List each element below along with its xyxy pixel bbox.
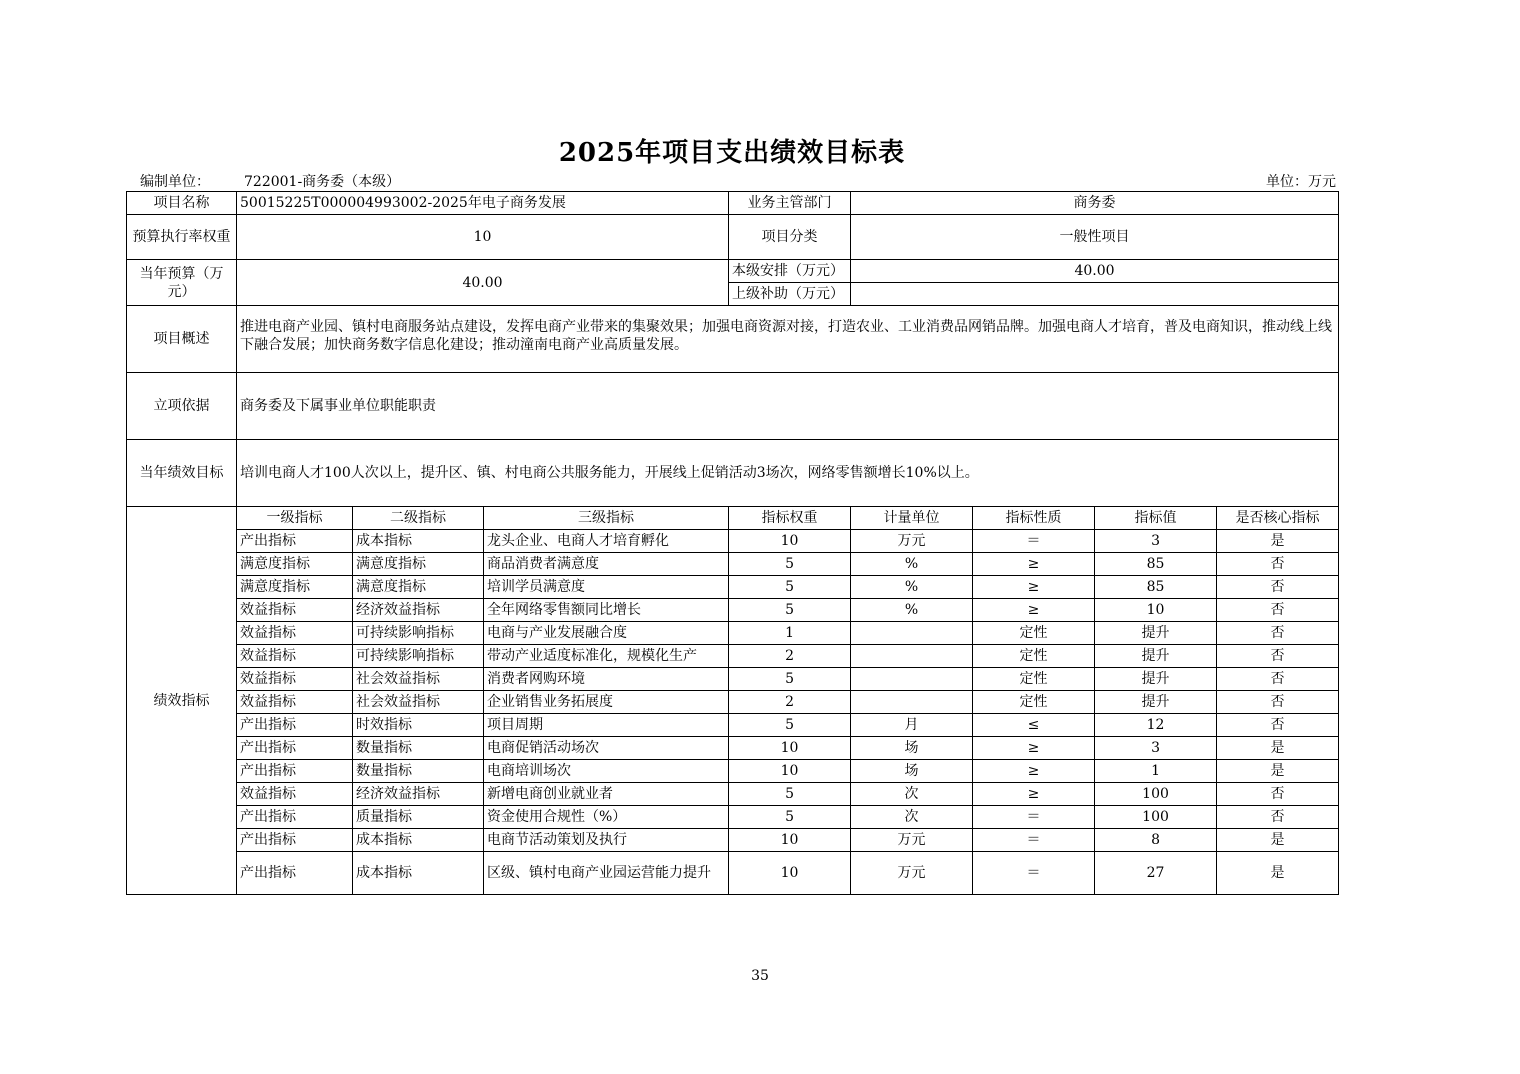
indicator-cell: 全年网络零售额同比增长	[484, 599, 729, 622]
indicator-row	[127, 852, 1339, 895]
indicator-cell: 否	[1217, 668, 1339, 691]
indicator-header: 计量单位	[851, 507, 973, 530]
goal-value: 培训电商人才100人次以上，提升区、镇、村电商公共服务能力，开展线上促销活动3场次，网络零售额增长10%以上。	[237, 440, 1339, 507]
compiling-unit-value: 722001-商务委（本级）	[244, 174, 401, 190]
indicator-cell: 3	[1095, 530, 1217, 553]
indicator-cell: 是	[1217, 760, 1339, 783]
indicator-cell: 次	[851, 783, 973, 806]
indicator-cell: 满意度指标	[353, 553, 484, 576]
local-label: 本级安排（万元）	[729, 260, 851, 283]
overview-value: 推进电商产业园、镇村电商服务站点建设，发挥电商产业带来的集聚效果；加强电商资源对接，打造农业、工业消费品网销品牌。加强电商人才培育，普及电商知识，推动线上线下融合发展；加快商务数字信息化建设；推动潼南电商产业高质量发展。	[237, 306, 1339, 373]
indicator-cell	[851, 622, 973, 645]
indicator-cell: 5	[729, 783, 851, 806]
indicator-header: 指标权重	[729, 507, 851, 530]
indicator-cell: 质量指标	[353, 806, 484, 829]
indicator-cell: 2	[729, 645, 851, 668]
indicator-cell: 电商与产业发展融合度	[484, 622, 729, 645]
indicator-cell: 否	[1217, 783, 1339, 806]
indicator-cell	[851, 691, 973, 714]
indicator-cell: 10	[729, 530, 851, 553]
indicator-cell: 5	[729, 599, 851, 622]
indicator-cell: ＝	[973, 530, 1095, 553]
indicator-cell: ≥	[973, 737, 1095, 760]
superior-label: 上级补助（万元）	[729, 283, 851, 306]
indicator-cell: 成本指标	[353, 530, 484, 553]
indicator-cell: 否	[1217, 553, 1339, 576]
indicator-cell: 区级、镇村电商产业园运营能力提升	[484, 852, 729, 895]
goal-label: 当年绩效目标	[127, 440, 237, 507]
indicator-cell	[851, 645, 973, 668]
indicator-cell: 龙头企业、电商人才培育孵化	[484, 530, 729, 553]
indicator-cell: 效益指标	[237, 783, 353, 806]
weight-value: 10	[237, 215, 729, 260]
indicator-cell: 万元	[851, 852, 973, 895]
indicator-cell	[851, 668, 973, 691]
local-value: 40.00	[851, 260, 1339, 283]
indicator-cell: 否	[1217, 645, 1339, 668]
indicator-cell: 10	[729, 737, 851, 760]
indicator-cell: %	[851, 576, 973, 599]
indicator-cell: ＝	[973, 806, 1095, 829]
indicator-cell: 提升	[1095, 691, 1217, 714]
indicator-cell: 产出指标	[237, 530, 353, 553]
project-name-label: 项目名称	[127, 192, 237, 215]
indicator-cell: 产出指标	[237, 760, 353, 783]
indicator-cell: 提升	[1095, 645, 1217, 668]
indicator-cell: 5	[729, 553, 851, 576]
indicator-row	[127, 714, 1339, 737]
indicator-cell: 满意度指标	[237, 576, 353, 599]
indicator-cell: 产出指标	[237, 737, 353, 760]
indicator-cell: ≥	[973, 599, 1095, 622]
indicator-cell: 否	[1217, 691, 1339, 714]
category-label: 项目分类	[729, 215, 851, 260]
indicator-cell: ≤	[973, 714, 1095, 737]
indicator-cell: 数量指标	[353, 760, 484, 783]
performance-table	[126, 191, 1339, 895]
indicator-cell: 1	[729, 622, 851, 645]
indicator-cell: ≥	[973, 553, 1095, 576]
indicator-cell: ≥	[973, 760, 1095, 783]
indicator-cell: 资金使用合规性（%）	[484, 806, 729, 829]
compiling-unit-label: 编制单位：	[140, 174, 210, 190]
indicator-cell: 产出指标	[237, 806, 353, 829]
indicator-header: 是否核心指标	[1217, 507, 1339, 530]
indicator-row	[127, 806, 1339, 829]
indicator-header: 指标值	[1095, 507, 1217, 530]
budget-value: 40.00	[237, 260, 729, 306]
indicator-cell: 满意度指标	[353, 576, 484, 599]
indicator-cell: 社会效益指标	[353, 691, 484, 714]
indicator-cell: 是	[1217, 829, 1339, 852]
indicator-cell: 定性	[973, 645, 1095, 668]
indicator-cell: 电商节活动策划及执行	[484, 829, 729, 852]
indicator-row	[127, 576, 1339, 599]
indicator-header: 三级指标	[484, 507, 729, 530]
indicator-cell: 培训学员满意度	[484, 576, 729, 599]
indicator-cell: 提升	[1095, 622, 1217, 645]
indicator-cell: 5	[729, 576, 851, 599]
indicator-cell: ≥	[973, 576, 1095, 599]
indicator-cell: 项目周期	[484, 714, 729, 737]
indicator-cell: 否	[1217, 714, 1339, 737]
indicator-cell: 月	[851, 714, 973, 737]
indicator-row	[127, 622, 1339, 645]
indicator-cell: 成本指标	[353, 852, 484, 895]
indicator-cell: 否	[1217, 622, 1339, 645]
indicator-cell: 产出指标	[237, 852, 353, 895]
indicator-cell: 场	[851, 737, 973, 760]
currency-unit: 单位：万元	[1266, 174, 1336, 190]
indicator-cell: 1	[1095, 760, 1217, 783]
indicator-cell: 100	[1095, 783, 1217, 806]
indicator-row	[127, 599, 1339, 622]
indicator-row	[127, 553, 1339, 576]
indicator-cell: 产出指标	[237, 714, 353, 737]
overview-label: 项目概述	[127, 306, 237, 373]
indicator-cell: 85	[1095, 553, 1217, 576]
indicator-cell: 产出指标	[237, 829, 353, 852]
indicator-cell: 可持续影响指标	[353, 645, 484, 668]
indicator-cell: 企业销售业务拓展度	[484, 691, 729, 714]
indicator-cell: 经济效益指标	[353, 599, 484, 622]
indicator-cell: 效益指标	[237, 668, 353, 691]
indicator-cell: 效益指标	[237, 691, 353, 714]
indicator-cell: 成本指标	[353, 829, 484, 852]
indicator-cell: %	[851, 599, 973, 622]
indicator-cell: 2	[729, 691, 851, 714]
indicator-cell: 效益指标	[237, 622, 353, 645]
indicator-cell: 定性	[973, 622, 1095, 645]
indicator-cell: 新增电商创业就业者	[484, 783, 729, 806]
indicator-cell: 是	[1217, 530, 1339, 553]
indicator-row	[127, 530, 1339, 553]
indicator-cell: 效益指标	[237, 645, 353, 668]
indicator-row	[127, 691, 1339, 714]
budget-label: 当年预算（万元）	[127, 260, 237, 306]
page-number: 35	[751, 968, 769, 984]
indicator-cell: 电商培训场次	[484, 760, 729, 783]
indicator-cell: 商品消费者满意度	[484, 553, 729, 576]
dept-label: 业务主管部门	[729, 192, 851, 215]
indicator-row	[127, 760, 1339, 783]
page-title: 2025年项目支出绩效目标表	[558, 138, 906, 168]
indicator-row	[127, 737, 1339, 760]
indicator-cell: 经济效益指标	[353, 783, 484, 806]
indicator-cell: 85	[1095, 576, 1217, 599]
weight-label: 预算执行率权重	[127, 215, 237, 260]
indicator-cell: 5	[729, 714, 851, 737]
indicator-header: 二级指标	[353, 507, 484, 530]
indicator-cell: 10	[729, 852, 851, 895]
indicator-cell: %	[851, 553, 973, 576]
indicator-cell: 数量指标	[353, 737, 484, 760]
category-value: 一般性项目	[851, 215, 1339, 260]
basis-value: 商务委及下属事业单位职能职责	[237, 373, 1339, 440]
indicator-cell: 否	[1217, 806, 1339, 829]
indicator-cell: 8	[1095, 829, 1217, 852]
indicator-cell: 5	[729, 806, 851, 829]
indicator-cell: 带动产业适度标准化，规模化生产	[484, 645, 729, 668]
compiling-unit	[140, 171, 400, 191]
indicator-cell: 时效指标	[353, 714, 484, 737]
indicator-cell: 100	[1095, 806, 1217, 829]
basis-label: 立项依据	[127, 373, 237, 440]
indicator-cell: 是	[1217, 852, 1339, 895]
indicator-header: 指标性质	[973, 507, 1095, 530]
indicator-cell: 可持续影响指标	[353, 622, 484, 645]
indicator-cell: 是	[1217, 737, 1339, 760]
indicator-cell: 定性	[973, 668, 1095, 691]
indicator-cell: 5	[729, 668, 851, 691]
indicator-cell: 效益指标	[237, 599, 353, 622]
indicator-cell: 提升	[1095, 668, 1217, 691]
indicator-cell: 电商促销活动场次	[484, 737, 729, 760]
indicator-cell: 定性	[973, 691, 1095, 714]
dept-value: 商务委	[851, 192, 1339, 215]
indicator-cell: 10	[729, 760, 851, 783]
indicator-row	[127, 783, 1339, 806]
indicator-header: 一级指标	[237, 507, 353, 530]
indicator-cell: 场	[851, 760, 973, 783]
indicator-cell: 次	[851, 806, 973, 829]
indicators-section-label: 绩效指标	[127, 507, 237, 895]
indicator-cell: 消费者网购环境	[484, 668, 729, 691]
indicator-cell: 10	[729, 829, 851, 852]
indicator-row	[127, 829, 1339, 852]
indicator-cell: 万元	[851, 829, 973, 852]
indicator-cell: 否	[1217, 599, 1339, 622]
indicator-cell: ≥	[973, 783, 1095, 806]
superior-value	[851, 283, 1339, 306]
indicator-cell: 12	[1095, 714, 1217, 737]
indicator-row	[127, 645, 1339, 668]
project-name-value: 50015225T000004993002-2025年电子商务发展	[237, 192, 729, 215]
indicator-row	[127, 668, 1339, 691]
indicator-cell: ＝	[973, 852, 1095, 895]
indicator-cell: 万元	[851, 530, 973, 553]
indicator-cell: 3	[1095, 737, 1217, 760]
indicator-cell: 否	[1217, 576, 1339, 599]
indicator-cell: 10	[1095, 599, 1217, 622]
indicator-cell: ＝	[973, 829, 1095, 852]
indicator-cell: 社会效益指标	[353, 668, 484, 691]
indicator-cell: 满意度指标	[237, 553, 353, 576]
indicator-cell: 27	[1095, 852, 1217, 895]
